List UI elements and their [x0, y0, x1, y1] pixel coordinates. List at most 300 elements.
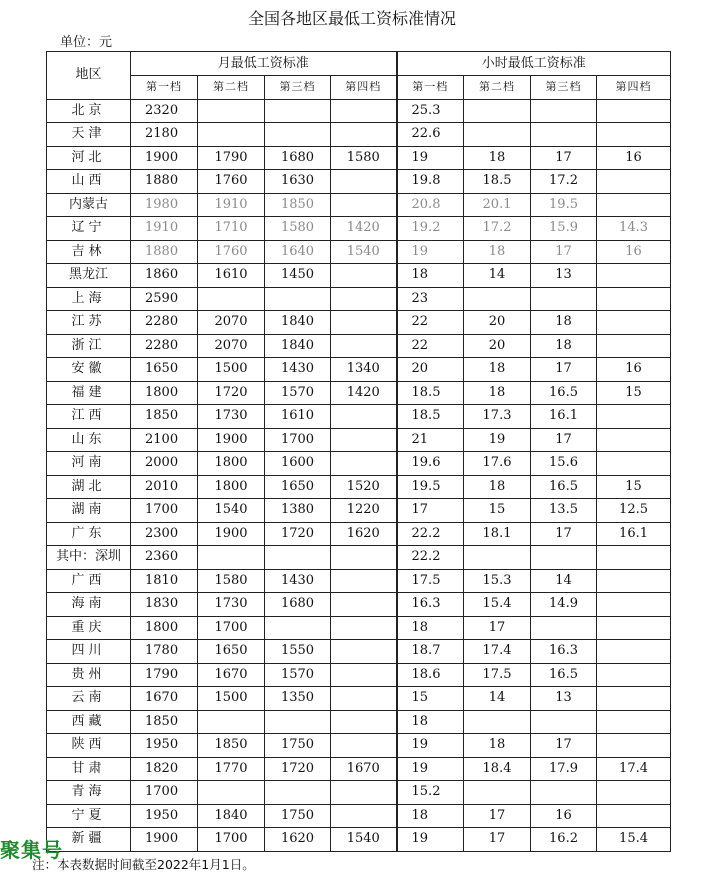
hourly-tier-4-cell: [597, 546, 671, 570]
monthly-tier-2-cell: 1610: [198, 264, 265, 288]
hourly-tier-4-cell: [597, 569, 671, 593]
monthly-tier-1-cell: 2280: [131, 311, 198, 335]
monthly-tier-1-cell: 1800: [131, 381, 198, 405]
hourly-tier-2-cell: 20.1: [464, 193, 531, 217]
monthly-tier-4-cell: [331, 428, 397, 452]
table-row: [47, 240, 671, 264]
monthly-tier-1-cell: 1910: [131, 217, 198, 241]
hourly-tier-2-cell: 18: [464, 475, 531, 499]
hourly-tier-4-cell: [597, 734, 671, 758]
hourly-tier-3-cell: [531, 781, 597, 805]
hourly-tier-4-cell: 14.3: [597, 217, 671, 241]
hourly-tier-3-cell: 16.5: [531, 381, 597, 405]
hourly-tier-1-cell: 19.2: [397, 217, 464, 241]
region-cell: 其中：深圳: [47, 546, 131, 570]
table-row: [47, 146, 671, 170]
hourly-tier-2-cell: 15.3: [464, 569, 531, 593]
hourly-tier-2-cell: 18: [464, 358, 531, 382]
monthly-tier-2-cell: 2070: [198, 311, 265, 335]
hourly-tier-2-cell: 18: [464, 734, 531, 758]
table-row: [47, 593, 671, 617]
hourly-tier-1-cell: 18.7: [397, 640, 464, 664]
table-row: [47, 640, 671, 664]
region-cell: 湖北: [47, 475, 131, 499]
hourly-tier-4-cell: [597, 123, 671, 147]
hourly-tier-1-cell: 15: [397, 687, 464, 711]
table-row: [47, 781, 671, 805]
hourly-tier-1-cell: 18.5: [397, 405, 464, 429]
monthly-tier-4-cell: [331, 334, 397, 358]
monthly-tier-3-cell: 1680: [265, 146, 331, 170]
table-row: [47, 287, 671, 311]
hourly-tier-1-cell: 18.6: [397, 663, 464, 687]
hourly-tier-2-cell: 18: [464, 240, 531, 264]
region-cell: 黑龙江: [47, 264, 131, 288]
hourly-tier-4-cell: [597, 710, 671, 734]
table-row: [47, 334, 671, 358]
monthly-tier-4-cell: 1580: [331, 146, 397, 170]
hourly-tier-1-cell: 19: [397, 757, 464, 781]
hourly-tier-1-cell: 22: [397, 334, 464, 358]
region-cell: 江西: [47, 405, 131, 429]
hourly-tier-3-cell: 14.9: [531, 593, 597, 617]
monthly-tier-3-cell: 1850: [265, 193, 331, 217]
monthly-tier-2-cell: 1720: [198, 381, 265, 405]
hourly-tier-4-cell: [597, 170, 671, 194]
table-body: [47, 99, 671, 851]
monthly-tier-2-cell: 1710: [198, 217, 265, 241]
monthly-tier-1-cell: 1900: [131, 828, 198, 852]
hourly-tier-4-cell: [597, 663, 671, 687]
table-row: [47, 381, 671, 405]
page-title: 全国各地区最低工资标准情况: [247, 9, 456, 28]
monthly-tier-4-cell: 1220: [331, 499, 397, 523]
hourly-tier-4-cell: [597, 616, 671, 640]
monthly-tier-2-cell: [198, 710, 265, 734]
monthly-tier-1-cell: 2180: [131, 123, 198, 147]
monthly-tier-3-cell: 1720: [265, 757, 331, 781]
monthly-tier-4-cell: [331, 593, 397, 617]
monthly-tier-4-cell: [331, 452, 397, 476]
footnote: 注：本表数据时间截至2022年1月1日。: [32, 857, 255, 872]
monthly-tier-1-cell: 1850: [131, 405, 198, 429]
monthly-tier-4-cell: [331, 405, 397, 429]
hourly-tier-2-cell: 18.5: [464, 170, 531, 194]
monthly-tier-2-cell: 1770: [198, 757, 265, 781]
hourly-tier-2-cell: 20: [464, 311, 531, 335]
hourly-tier-2-cell: 17.5: [464, 663, 531, 687]
hourly-tier-3-cell: 17: [531, 428, 597, 452]
hourly-tier-3-cell: [531, 616, 597, 640]
monthly-tier-3-cell: 1750: [265, 804, 331, 828]
region-cell: 新疆: [47, 828, 131, 852]
hourly-tier-2-cell: 14: [464, 264, 531, 288]
region-cell: 宁夏: [47, 804, 131, 828]
monthly-tier-2-cell: 1500: [198, 358, 265, 382]
hourly-tier-1-cell: 18: [397, 804, 464, 828]
monthly-tier-2-cell: 1910: [198, 193, 265, 217]
monthly-tier-3-cell: 1570: [265, 663, 331, 687]
hourly-tier-3-cell: 13.5: [531, 499, 597, 523]
monthly-tier-3-cell: 1430: [265, 569, 331, 593]
table-row: [47, 569, 671, 593]
monthly-tier-1-cell: 2590: [131, 287, 198, 311]
hourly-tier-2-cell: 18.1: [464, 522, 531, 546]
region-cell: 广西: [47, 569, 131, 593]
hourly-tier-1-cell: 19.8: [397, 170, 464, 194]
hourly-tier-1-cell: 15.2: [397, 781, 464, 805]
table-row: [47, 264, 671, 288]
region-cell: 北京: [47, 99, 131, 123]
region-column-header: 地区: [47, 52, 131, 100]
monthly-tier-4-header: 第四档: [331, 76, 397, 100]
monthly-tier-3-cell: [265, 781, 331, 805]
hourly-tier-4-cell: [597, 593, 671, 617]
monthly-tier-3-cell: 1750: [265, 734, 331, 758]
table-row: [47, 123, 671, 147]
monthly-tier-2-cell: 1730: [198, 593, 265, 617]
hourly-tier-4-header: 第四档: [597, 76, 671, 100]
monthly-tier-4-cell: [331, 311, 397, 335]
hourly-tier-4-cell: [597, 452, 671, 476]
monthly-tier-2-cell: [198, 781, 265, 805]
hourly-tier-3-cell: 16.1: [531, 405, 597, 429]
region-cell: 河北: [47, 146, 131, 170]
monthly-tier-2-cell: [198, 123, 265, 147]
hourly-tier-1-cell: 22: [397, 311, 464, 335]
monthly-tier-3-cell: 1430: [265, 358, 331, 382]
hourly-tier-4-cell: [597, 804, 671, 828]
region-cell: 广东: [47, 522, 131, 546]
minimum-wage-table: [46, 51, 671, 852]
monthly-tier-2-header: 第二档: [198, 76, 265, 100]
hourly-tier-3-cell: 15.9: [531, 217, 597, 241]
monthly-tier-1-cell: 2100: [131, 428, 198, 452]
hourly-tier-1-cell: 25.3: [397, 99, 464, 123]
monthly-tier-3-cell: 1620: [265, 828, 331, 852]
hourly-tier-3-cell: 18: [531, 311, 597, 335]
hourly-tier-3-cell: 17: [531, 358, 597, 382]
monthly-tier-4-cell: [331, 710, 397, 734]
monthly-tier-2-cell: [198, 99, 265, 123]
hourly-tier-4-cell: 16.1: [597, 522, 671, 546]
hourly-tier-2-cell: 17.6: [464, 452, 531, 476]
monthly-tier-1-cell: 1810: [131, 569, 198, 593]
hourly-tier-3-cell: 17.2: [531, 170, 597, 194]
hourly-tier-2-cell: 20: [464, 334, 531, 358]
hourly-tier-1-cell: 19: [397, 240, 464, 264]
region-cell: 辽宁: [47, 217, 131, 241]
monthly-tier-2-cell: 1540: [198, 499, 265, 523]
monthly-tier-4-cell: [331, 287, 397, 311]
hourly-tier-3-cell: 19.5: [531, 193, 597, 217]
monthly-tier-1-cell: 1650: [131, 358, 198, 382]
hourly-tier-2-cell: [464, 99, 531, 123]
monthly-tier-4-cell: 1420: [331, 217, 397, 241]
monthly-tier-3-cell: 1600: [265, 452, 331, 476]
region-cell: 江苏: [47, 311, 131, 335]
region-cell: 上海: [47, 287, 131, 311]
monthly-tier-4-cell: 1540: [331, 828, 397, 852]
monthly-tier-3-cell: 1720: [265, 522, 331, 546]
table-row: [47, 217, 671, 241]
monthly-tier-1-header: 第一档: [131, 76, 198, 100]
monthly-tier-2-cell: 1580: [198, 569, 265, 593]
monthly-tier-1-cell: 2280: [131, 334, 198, 358]
monthly-tier-1-cell: 2320: [131, 99, 198, 123]
hourly-tier-1-cell: 17.5: [397, 569, 464, 593]
hourly-tier-4-cell: [597, 640, 671, 664]
table-header: [47, 52, 671, 100]
watermark-logo: 聚集号: [0, 838, 63, 862]
hourly-tier-4-cell: 16: [597, 240, 671, 264]
hourly-tier-1-cell: 21: [397, 428, 464, 452]
monthly-tier-3-cell: 1650: [265, 475, 331, 499]
table-row: [47, 193, 671, 217]
monthly-tier-4-cell: 1620: [331, 522, 397, 546]
hourly-tier-2-cell: 17.4: [464, 640, 531, 664]
monthly-tier-2-cell: 1800: [198, 452, 265, 476]
hourly-tier-4-cell: [597, 405, 671, 429]
hourly-tier-3-cell: [531, 546, 597, 570]
hourly-tier-3-cell: 16: [531, 804, 597, 828]
table-row: [47, 99, 671, 123]
monthly-tier-4-cell: 1420: [331, 381, 397, 405]
hourly-tier-4-cell: [597, 311, 671, 335]
monthly-tier-2-cell: 1800: [198, 475, 265, 499]
hourly-tier-1-cell: 23: [397, 287, 464, 311]
hourly-tier-2-cell: 19: [464, 428, 531, 452]
monthly-tier-2-cell: 1900: [198, 522, 265, 546]
table-row: [47, 734, 671, 758]
hourly-tier-3-cell: [531, 123, 597, 147]
monthly-tier-2-cell: 2070: [198, 334, 265, 358]
monthly-tier-4-cell: 1340: [331, 358, 397, 382]
unit-label: 单位：元: [60, 35, 113, 50]
hourly-tier-3-cell: 17: [531, 240, 597, 264]
monthly-tier-3-cell: [265, 546, 331, 570]
monthly-tier-3-cell: 1580: [265, 217, 331, 241]
monthly-tier-2-cell: 1850: [198, 734, 265, 758]
monthly-tier-3-cell: 1840: [265, 334, 331, 358]
region-cell: 内蒙古: [47, 193, 131, 217]
monthly-tier-4-cell: [331, 193, 397, 217]
hourly-tier-1-cell: 19.5: [397, 475, 464, 499]
monthly-tier-4-cell: [331, 687, 397, 711]
table-row: [47, 804, 671, 828]
table-row: [47, 170, 671, 194]
monthly-tier-3-cell: [265, 99, 331, 123]
table-row: [47, 616, 671, 640]
hourly-tier-3-cell: 17.9: [531, 757, 597, 781]
monthly-tier-2-cell: 1730: [198, 405, 265, 429]
monthly-tier-1-cell: 1800: [131, 616, 198, 640]
monthly-tier-1-cell: 1850: [131, 710, 198, 734]
hourly-tier-1-cell: 19: [397, 828, 464, 852]
monthly-tier-1-cell: 1700: [131, 499, 198, 523]
hourly-tier-2-cell: 15: [464, 499, 531, 523]
hourly-tier-2-cell: 14: [464, 687, 531, 711]
region-cell: 四川: [47, 640, 131, 664]
region-cell: 福建: [47, 381, 131, 405]
hourly-tier-4-cell: [597, 287, 671, 311]
monthly-tier-1-cell: 1950: [131, 804, 198, 828]
hourly-tier-1-cell: 18: [397, 264, 464, 288]
hourly-tier-1-cell: 18.5: [397, 381, 464, 405]
monthly-tier-3-cell: 1680: [265, 593, 331, 617]
monthly-tier-1-cell: 1780: [131, 640, 198, 664]
hourly-tier-1-cell: 17: [397, 499, 464, 523]
hourly-tier-2-cell: 15.4: [464, 593, 531, 617]
monthly-tier-2-cell: 1900: [198, 428, 265, 452]
monthly-tier-2-cell: 1700: [198, 616, 265, 640]
monthly-tier-3-cell: 1380: [265, 499, 331, 523]
monthly-tier-1-cell: 1880: [131, 240, 198, 264]
monthly-tier-3-cell: [265, 287, 331, 311]
region-cell: 天津: [47, 123, 131, 147]
monthly-tier-2-cell: 1760: [198, 170, 265, 194]
hourly-tier-2-cell: 17.3: [464, 405, 531, 429]
monthly-tier-1-cell: 1830: [131, 593, 198, 617]
monthly-tier-3-cell: 1640: [265, 240, 331, 264]
monthly-tier-3-cell: 1610: [265, 405, 331, 429]
hourly-tier-2-cell: [464, 710, 531, 734]
hourly-group-header: 小时最低工资标准: [397, 52, 671, 76]
hourly-tier-4-cell: [597, 687, 671, 711]
monthly-tier-4-cell: [331, 569, 397, 593]
monthly-tier-2-cell: 1840: [198, 804, 265, 828]
monthly-tier-4-cell: [331, 123, 397, 147]
table-row: [47, 687, 671, 711]
hourly-tier-1-cell: 22.2: [397, 546, 464, 570]
monthly-tier-3-cell: 1700: [265, 428, 331, 452]
hourly-tier-3-cell: 17: [531, 522, 597, 546]
monthly-tier-1-cell: 1950: [131, 734, 198, 758]
monthly-tier-4-cell: [331, 546, 397, 570]
hourly-tier-3-cell: 14: [531, 569, 597, 593]
region-cell: 湖南: [47, 499, 131, 523]
monthly-tier-1-cell: 1880: [131, 170, 198, 194]
monthly-tier-1-cell: 2010: [131, 475, 198, 499]
monthly-tier-1-cell: 1820: [131, 757, 198, 781]
monthly-tier-2-cell: 1700: [198, 828, 265, 852]
table-row: [47, 828, 671, 852]
monthly-group-header: 月最低工资标准: [131, 52, 397, 76]
hourly-tier-4-cell: [597, 428, 671, 452]
monthly-tier-3-cell: 1630: [265, 170, 331, 194]
monthly-tier-4-cell: 1540: [331, 240, 397, 264]
hourly-tier-3-cell: 13: [531, 264, 597, 288]
hourly-tier-3-cell: [531, 710, 597, 734]
monthly-tier-4-cell: [331, 640, 397, 664]
hourly-tier-4-cell: 15.4: [597, 828, 671, 852]
monthly-tier-4-cell: 1670: [331, 757, 397, 781]
monthly-tier-1-cell: 2360: [131, 546, 198, 570]
hourly-tier-1-cell: 20: [397, 358, 464, 382]
monthly-tier-4-cell: [331, 170, 397, 194]
monthly-tier-4-cell: 1520: [331, 475, 397, 499]
hourly-tier-2-cell: 17.2: [464, 217, 531, 241]
region-cell: 云南: [47, 687, 131, 711]
hourly-tier-2-cell: [464, 781, 531, 805]
monthly-tier-2-cell: 1760: [198, 240, 265, 264]
table-row: [47, 522, 671, 546]
table-row: [47, 311, 671, 335]
hourly-tier-4-cell: [597, 781, 671, 805]
hourly-tier-3-cell: 15.6: [531, 452, 597, 476]
hourly-tier-1-header: 第一档: [397, 76, 464, 100]
hourly-tier-4-cell: 16: [597, 358, 671, 382]
hourly-tier-4-cell: [597, 264, 671, 288]
monthly-tier-1-cell: 1670: [131, 687, 198, 711]
monthly-tier-3-cell: 1450: [265, 264, 331, 288]
hourly-tier-2-cell: 18: [464, 381, 531, 405]
hourly-tier-3-cell: 13: [531, 687, 597, 711]
hourly-tier-3-cell: 16.5: [531, 475, 597, 499]
hourly-tier-2-cell: 18: [464, 146, 531, 170]
table-row: [47, 358, 671, 382]
region-cell: 吉林: [47, 240, 131, 264]
hourly-tier-4-cell: 12.5: [597, 499, 671, 523]
hourly-tier-4-cell: 15: [597, 381, 671, 405]
hourly-tier-1-cell: 19.6: [397, 452, 464, 476]
hourly-tier-2-cell: 18.4: [464, 757, 531, 781]
hourly-tier-2-cell: 17: [464, 804, 531, 828]
table-row: [47, 405, 671, 429]
monthly-tier-1-cell: 1900: [131, 146, 198, 170]
monthly-tier-2-cell: [198, 546, 265, 570]
region-cell: 贵州: [47, 663, 131, 687]
monthly-tier-2-cell: 1790: [198, 146, 265, 170]
hourly-tier-4-cell: 16: [597, 146, 671, 170]
hourly-tier-1-cell: 22.6: [397, 123, 464, 147]
hourly-tier-3-cell: 16.3: [531, 640, 597, 664]
hourly-tier-4-cell: [597, 99, 671, 123]
table-row: [47, 663, 671, 687]
monthly-tier-3-header: 第三档: [265, 76, 331, 100]
monthly-tier-3-cell: 1840: [265, 311, 331, 335]
monthly-tier-2-cell: 1650: [198, 640, 265, 664]
monthly-tier-4-cell: [331, 734, 397, 758]
table-row: [47, 499, 671, 523]
monthly-tier-1-cell: 1790: [131, 663, 198, 687]
monthly-tier-1-cell: 2000: [131, 452, 198, 476]
hourly-tier-1-cell: 22.2: [397, 522, 464, 546]
hourly-tier-1-cell: 18: [397, 710, 464, 734]
table-row: [47, 475, 671, 499]
hourly-tier-2-cell: [464, 123, 531, 147]
monthly-tier-3-cell: [265, 123, 331, 147]
region-cell: 山东: [47, 428, 131, 452]
hourly-tier-3-cell: 16.5: [531, 663, 597, 687]
monthly-tier-1-cell: 1700: [131, 781, 198, 805]
table-row: [47, 546, 671, 570]
hourly-tier-3-cell: [531, 287, 597, 311]
monthly-tier-4-cell: [331, 99, 397, 123]
monthly-tier-1-cell: 2300: [131, 522, 198, 546]
monthly-tier-3-cell: [265, 616, 331, 640]
hourly-tier-1-cell: 16.3: [397, 593, 464, 617]
hourly-tier-4-cell: 17.4: [597, 757, 671, 781]
region-cell: 重庆: [47, 616, 131, 640]
table-row: [47, 710, 671, 734]
region-cell: 浙江: [47, 334, 131, 358]
region-cell: 青海: [47, 781, 131, 805]
monthly-tier-4-cell: [331, 663, 397, 687]
monthly-tier-1-cell: 1860: [131, 264, 198, 288]
hourly-tier-1-cell: 18: [397, 616, 464, 640]
hourly-tier-3-cell: [531, 99, 597, 123]
